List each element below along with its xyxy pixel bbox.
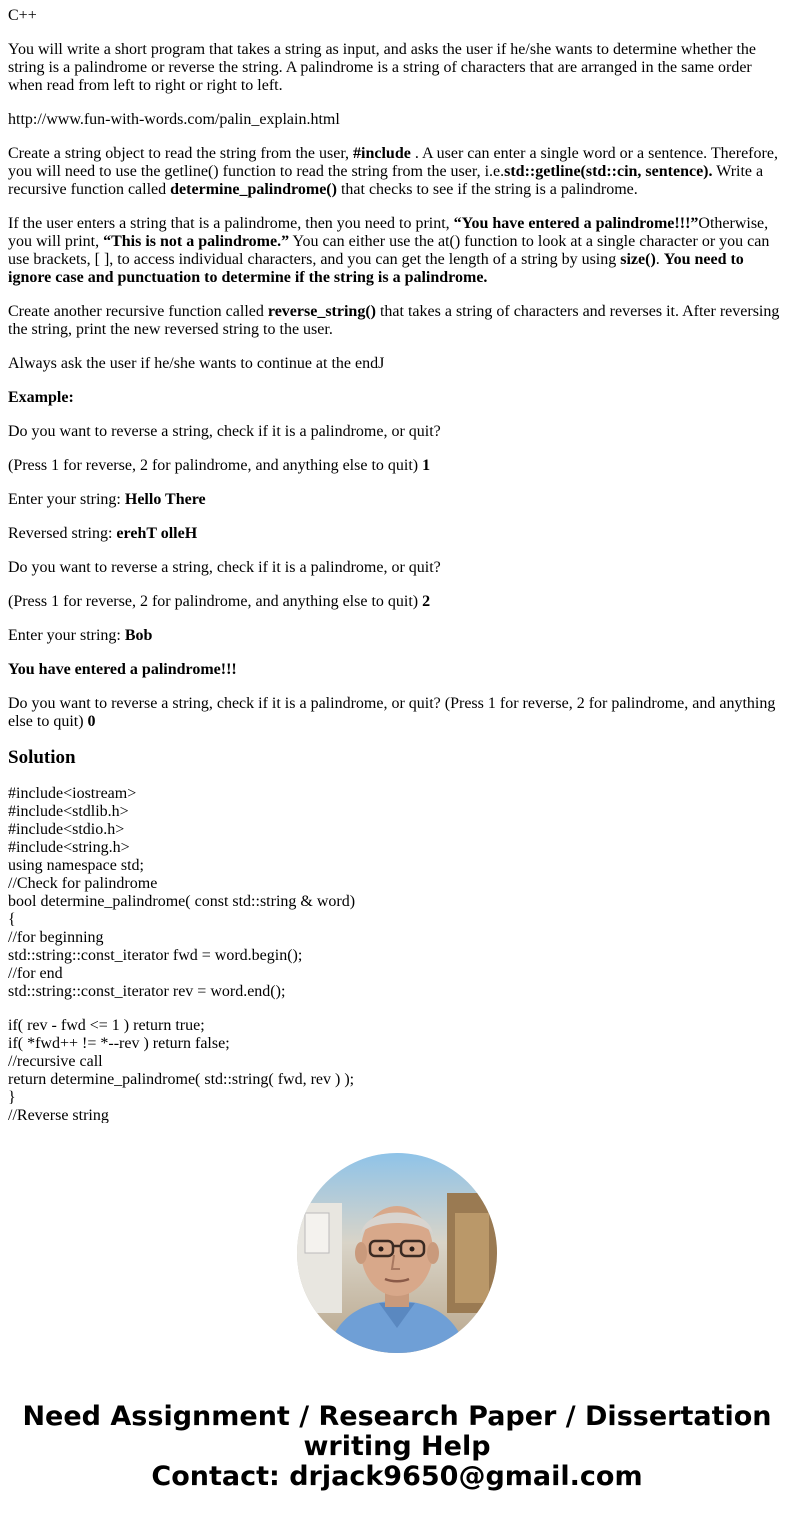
language-label: C++ bbox=[8, 7, 37, 24]
code-line: if( *fwd++ != *--rev ) return false; bbox=[8, 1035, 230, 1052]
example-question-1: Do you want to reverse a string, check if it is a palindrome, or quit? bbox=[8, 423, 441, 440]
bold-text: reverse_string() bbox=[267, 303, 376, 320]
bold-text: determine_palindrome() bbox=[170, 181, 337, 198]
promo-banner bbox=[0, 1402, 794, 1492]
code-line: //Check for palindrome bbox=[8, 875, 158, 892]
text: (Press 1 for reverse, 2 for palindrome, and anything else to quit) bbox=[8, 457, 423, 474]
bold-text: “This is not a palindrome.” bbox=[103, 233, 290, 250]
instructions-paragraph-1 bbox=[8, 145, 786, 199]
instructions-paragraph-4: Always ask the user if he/she wants to continue at the endJ bbox=[8, 355, 385, 372]
example-label bbox=[8, 389, 786, 407]
code-line: //for end bbox=[8, 965, 63, 982]
tutor-avatar bbox=[297, 1153, 497, 1353]
text: Create a string object to read the string from the user, bbox=[8, 145, 354, 162]
bold-text: #include bbox=[353, 145, 411, 162]
code-line: if( rev - fwd <= 1 ) return true; bbox=[8, 1017, 205, 1034]
reference-url: http://www.fun-with-words.com/palin_explain.html bbox=[8, 111, 340, 128]
code-line: #include<stdlib.h> bbox=[8, 803, 129, 820]
example-enter-1 bbox=[8, 491, 786, 509]
code-gap bbox=[8, 1001, 786, 1017]
promo-contact: Contact: drjack9650@gmail.com bbox=[151, 1461, 643, 1492]
bold-text: std::getline(std::cin, sentence). bbox=[504, 163, 713, 180]
text: . bbox=[655, 251, 664, 268]
bold-text: 2 bbox=[422, 593, 431, 610]
example-prompt-2 bbox=[8, 593, 786, 611]
code-line: return determine_palindrome( std::string( fwd, rev ) ); bbox=[8, 1071, 355, 1088]
text: Enter your string: bbox=[8, 627, 125, 644]
bold-text: “You have entered a palindrome!!!” bbox=[453, 215, 699, 232]
solution-heading: Solution bbox=[8, 747, 76, 768]
text: (Press 1 for reverse, 2 for palindrome, and anything else to quit) bbox=[8, 593, 423, 610]
code-line: std::string::const_iterator fwd = word.begin(); bbox=[8, 947, 303, 964]
text: Reversed string: bbox=[8, 525, 117, 542]
code-line: //for beginning bbox=[8, 929, 104, 946]
bold-text: erehT olleH bbox=[116, 525, 198, 542]
code-line: } bbox=[8, 1089, 16, 1106]
text: Otherwise, you will print, bbox=[8, 215, 769, 250]
text: You can either use the at() function to look at a single character or you can use brackets, [ ], to access individual characters, and you can get the length of a string by using bbox=[8, 233, 770, 268]
bold-text: Example: bbox=[8, 389, 74, 406]
tutor-portrait-icon bbox=[297, 1153, 497, 1353]
solution-code bbox=[8, 785, 786, 1123]
code-line: { bbox=[8, 911, 16, 928]
promo-line-1: Need Assignment / Research Paper / Dissertation bbox=[22, 1401, 772, 1432]
bold-text: You have entered a palindrome!!! bbox=[8, 661, 237, 678]
code-line: #include<iostream> bbox=[8, 785, 137, 802]
example-prompt-1 bbox=[8, 457, 786, 475]
promo-line-2: writing Help bbox=[303, 1431, 491, 1462]
code-line: std::string::const_iterator rev = word.end(); bbox=[8, 983, 286, 1000]
bold-text: You need to ignore case and punctuation to determine if the string is a palindrome. bbox=[8, 251, 744, 286]
text: Do you want to reverse a string, check if it is a palindrome, or quit? (Press 1 for reverse, 2 for palindrome, and anything else to quit) bbox=[8, 695, 776, 730]
bold-text: size() bbox=[620, 251, 656, 268]
bold-text: Bob bbox=[124, 627, 153, 644]
instructions-paragraph-2 bbox=[8, 215, 786, 287]
text: Write a recursive function called bbox=[8, 163, 764, 198]
code-line: using namespace std; bbox=[8, 857, 144, 874]
example-question-3 bbox=[8, 695, 786, 731]
code-line: #include<string.h> bbox=[8, 839, 130, 856]
question-content bbox=[8, 7, 786, 1123]
code-line: bool determine_palindrome( const std::string & word) bbox=[8, 893, 356, 910]
bold-text: Hello There bbox=[124, 491, 206, 508]
bold-text: 0 bbox=[87, 713, 96, 730]
text: . A user can enter a single word or a sentence. Therefore, you will need to use the getline() function to read the string from the user, i.e. bbox=[8, 145, 778, 180]
example-enter-2 bbox=[8, 627, 786, 645]
bold-text: 1 bbox=[422, 457, 431, 474]
example-reversed bbox=[8, 525, 786, 543]
code-line: //Reverse string bbox=[8, 1107, 109, 1123]
text: that checks to see if the string is a palindrome. bbox=[336, 181, 638, 198]
code-line: //recursive call bbox=[8, 1053, 103, 1070]
code-line: #include<stdio.h> bbox=[8, 821, 125, 838]
instructions-paragraph-3 bbox=[8, 303, 786, 339]
text: that takes a string of characters and reverses it. After reversing the string, print the new reversed string to the user. bbox=[8, 303, 780, 338]
example-question-2: Do you want to reverse a string, check if it is a palindrome, or quit? bbox=[8, 559, 441, 576]
text: Enter your string: bbox=[8, 491, 125, 508]
example-palindrome-message bbox=[8, 661, 786, 679]
text: If the user enters a string that is a palindrome, then you need to print, bbox=[8, 215, 454, 232]
intro-paragraph: You will write a short program that takes a string as input, and asks the user if he/she wants to determine whether the string is a palindrome or reverse the string. A palindrome is a string of characters that are arranged in the same order when read from left to right or right to left. bbox=[8, 41, 756, 94]
text: Create another recursive function called bbox=[8, 303, 268, 320]
